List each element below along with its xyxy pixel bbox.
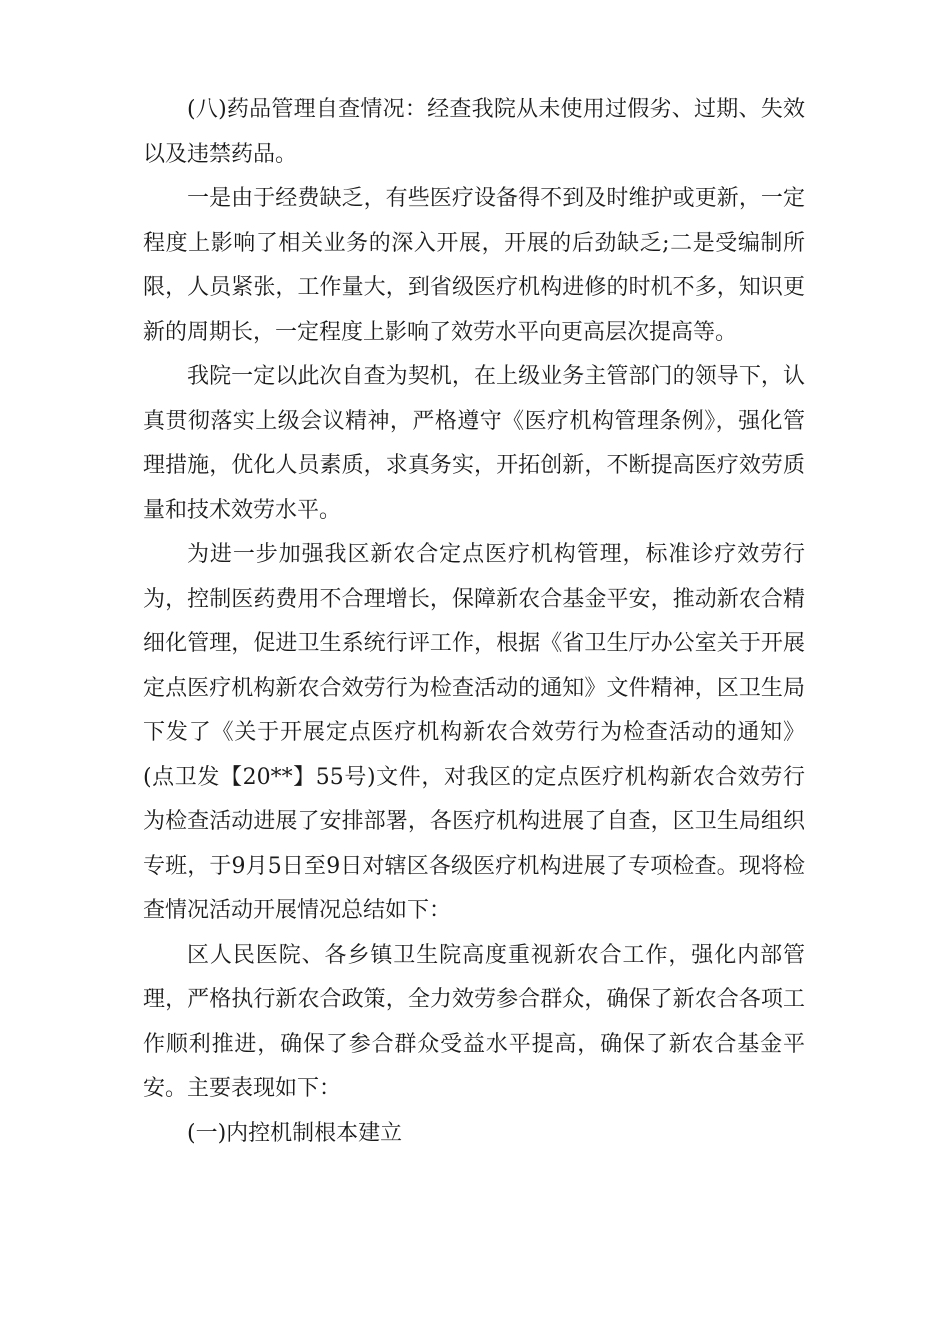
paragraph-inspection-background: 为进一步加强我区新农合定点医疗机构管理，标准诊疗效劳行为，控制医药费用不合理增长，保障新农合基金平安，推动新农合精细化管理，促进卫生系统行评工作，根据《省卫生厅办公室关于开展定点医疗机构新农合效劳行为检查活动的通知》文件精神，区卫生局下发了《关于开展定点医疗机构新农合效劳行为检查活动的通知》(点卫发【20**】55号)文件，对我区的定点医疗机构新农合效劳行为检查活动进展了安排部署，各医疗机构进展了自查，区卫生局组织专班，于9月5日至9日对辖区各级医疗机构进展了专项检查。现将检查情况活动开展情况总结如下： <box>143 542 805 923</box>
paragraph-drug-management: (八)药品管理自查情况：经查我院从未使用过假劣、过期、失效以及违禁药品。 <box>143 97 805 167</box>
paragraph-summary: 区人民医院、各乡镇卫生院高度重视新农合工作，强化内部管理，严格执行新农合政策，全力效劳参合群众，确保了新农合各项工作顺利推进，确保了参合群众受益水平提高，确保了新农合基金平安。主要表现如下： <box>143 942 805 1101</box>
section-heading-internal-control: (一)内控机制根本建立 <box>187 1120 403 1146</box>
paragraph-improvement: 我院一定以此次自查为契机，在上级业务主管部门的领导下，认真贯彻落实上级会议精神，严格遵守《医疗机构管理条例》，强化管理措施，优化人员素质，求真务实，开拓创新，不断提高医疗效劳质量和技术效劳水平。 <box>143 364 805 523</box>
document-body <box>143 88 805 1156</box>
paragraph-problems: 一是由于经费缺乏，有些医疗设备得不到及时维护或更新，一定程度上影响了相关业务的深入开展，开展的后劲缺乏;二是受编制所限，人员紧张，工作量大，到省级医疗机构进修的时机不多，知识更新的周期长，一定程度上影响了效劳水平向更高层次提高等。 <box>143 186 805 345</box>
